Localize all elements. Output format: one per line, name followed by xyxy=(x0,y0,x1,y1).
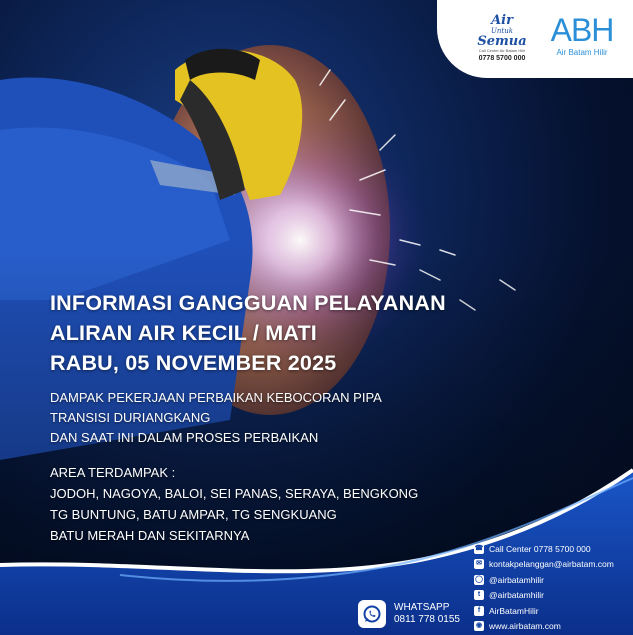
whatsapp-icon xyxy=(358,600,386,628)
areas-line-2: TG BUNTUNG, BATU AMPAR, TG SENGKUANG xyxy=(50,507,337,522)
logo-phone: 0778 5700 000 xyxy=(478,55,526,62)
mail-icon: ✉ xyxy=(474,559,484,569)
contact-row xyxy=(474,572,614,588)
affected-areas xyxy=(50,462,418,546)
contact-row xyxy=(474,588,614,604)
logo-tagline: Call Center Air Batam Hilir xyxy=(478,48,526,53)
abh-logo xyxy=(542,14,622,57)
whatsapp-number: 0811 778 0155 xyxy=(394,614,460,625)
contact-twitter: @airbatamhilir xyxy=(489,590,544,601)
contact-facebook: AirBatamHilir xyxy=(489,605,539,616)
contact-row xyxy=(474,541,614,557)
logo-untuk-text: Untuk xyxy=(491,27,513,35)
contact-instagram: @airbatamhilir xyxy=(489,574,544,585)
areas-line-1: JODOH, NAGOYA, BALOI, SEI PANAS, SERAYA, BENGKONG xyxy=(50,486,419,501)
instagram-icon: ◯ xyxy=(475,575,483,583)
headline-line-1: INFORMASI GANGGUAN PELAYANAN xyxy=(50,291,446,315)
contact-row xyxy=(474,557,614,573)
contact-call-center: Call Center 0778 5700 000 xyxy=(489,543,591,554)
cause-line-3: DAN SAAT INI DALAM PROSES PERBAIKAN xyxy=(50,430,319,445)
facebook-icon: f xyxy=(474,606,484,616)
contact-list xyxy=(474,541,614,634)
cause-description xyxy=(50,388,382,448)
areas-line-3: BATU MERAH DAN SEKITARNYA xyxy=(50,528,250,543)
contact-email: kontakpelanggan@airbatam.com xyxy=(489,559,614,570)
contact-row xyxy=(474,603,614,619)
areas-heading: AREA TERDAMPAK : xyxy=(50,465,176,480)
headline-line-3: RABU, 05 NOVEMBER 2025 xyxy=(50,351,337,375)
phone-icon: ☎ xyxy=(474,544,484,552)
headline-line-2: ALIRAN AIR KECIL / MATI xyxy=(50,321,317,345)
twitter-icon: t xyxy=(474,590,484,600)
web-icon: ◉ xyxy=(475,622,483,630)
cause-line-2: TRANSISI DURIANGKANG xyxy=(50,410,211,425)
logo-semua-text: Semua xyxy=(477,34,527,49)
contact-website: www.airbatam.com xyxy=(489,621,561,632)
abh-mark: ABH xyxy=(550,12,614,48)
whatsapp-label: WHATSAPP xyxy=(394,602,450,613)
logo-air-text: Air xyxy=(491,13,513,28)
air-untuk-semua-logo xyxy=(467,14,537,62)
contact-row xyxy=(474,619,614,635)
abh-name: Air Batam Hilir xyxy=(556,48,608,57)
headline xyxy=(50,288,446,378)
logo-panel xyxy=(437,0,633,78)
cause-line-1: DAMPAK PEKERJAAN PERBAIKAN KEBOCORAN PIPA xyxy=(50,390,382,405)
whatsapp-contact xyxy=(358,600,460,628)
